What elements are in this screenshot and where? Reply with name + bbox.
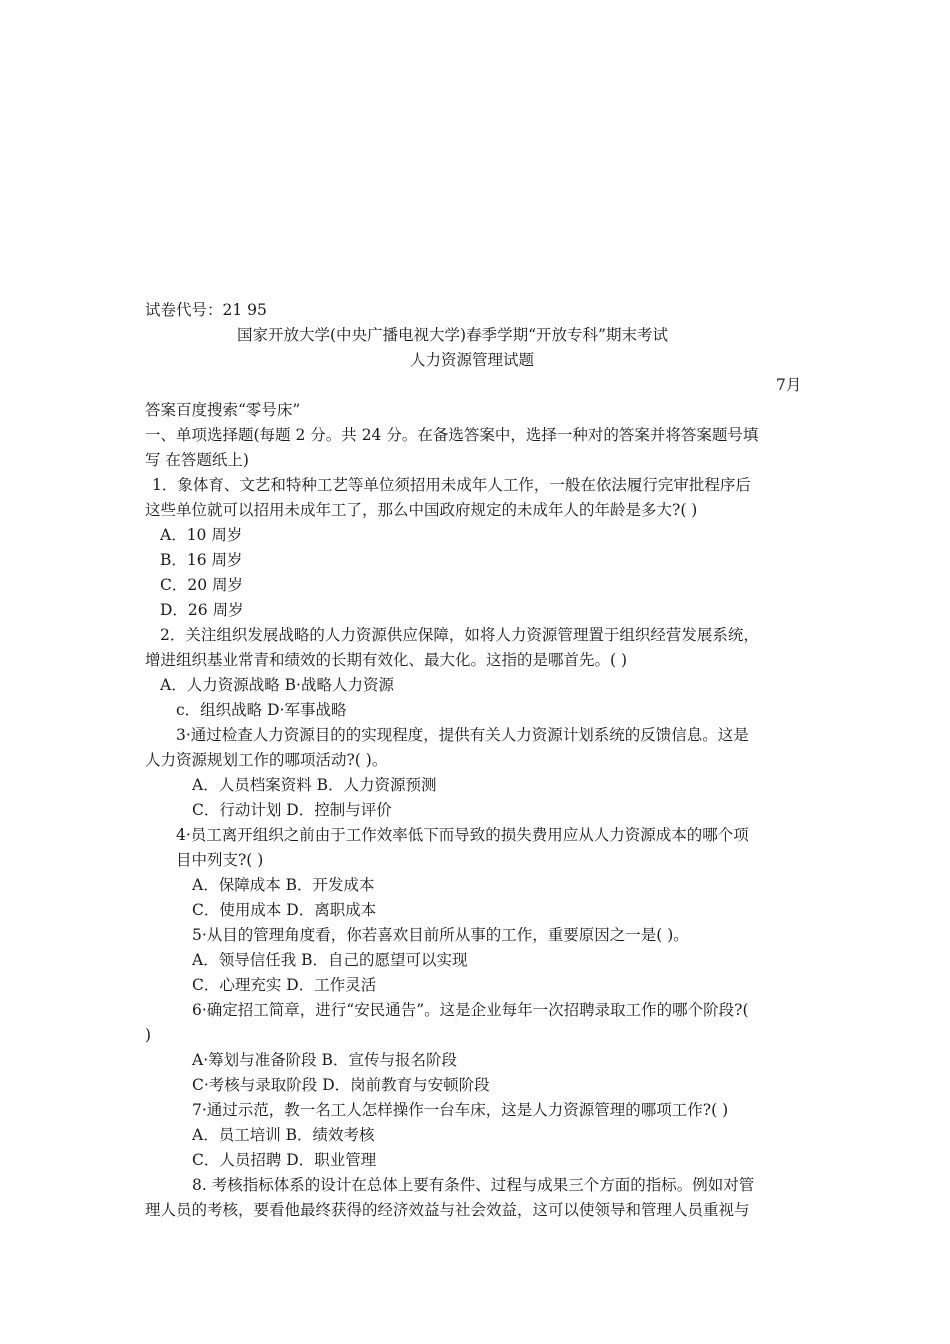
question-4-options-ab: A．保障成本 B．开发成本 [192,876,375,894]
question-6-options-cd: C·考核与录取阶段 D．岗前教育与安顿阶段 [192,1076,490,1094]
question-3-line2: 人力资源规划工作的哪项活动?( )。 [145,751,388,769]
question-2-line2: 增进组织基业常青和绩效的长期有效化、最大化。这指的是哪首先。( ) [145,651,628,669]
question-5-options-ab: A．领导信任我 B．自己的愿望可以实现 [192,951,468,969]
question-4-line2: 目中列支?( ) [176,851,264,869]
question-2-options-ab: A．人力资源战略 B·战略人力资源 [160,676,394,694]
question-8-line2: 理人员的考核，要看他最终获得的经济效益与社会效益，这可以使领导和管理人员重视与 [145,1201,750,1219]
section-heading-line1: 一、单项选择题(每题 2 分。共 24 分。在备选答案中，选择一种对的答案并将答案题号填 [145,426,759,444]
exam-month: 7月 [776,376,802,394]
question-3-line1: 3·通过检查人力资源目的的实现程度，提供有关人力资源计划系统的反馈信息。这是 [176,726,749,744]
answer-hint: 答案百度搜索“零号床” [145,401,301,419]
question-7-options-cd: C．人员招聘 D．职业管理 [192,1151,377,1169]
question-4-options-cd: C．使用成本 D．离职成本 [192,901,377,919]
question-1-option-d: D．26 周岁 [160,601,244,619]
question-1-line1: 1．象体育、文艺和特种工艺等单位须招用未成年人工作，一般在依法履行完审批程序后 [152,476,751,494]
question-5-options-cd: C．心理充实 D．工作灵活 [192,976,377,994]
university-line: 国家开放大学(中央广播电视大学)春季学期“开放专科”期末考试 [237,326,668,344]
section-heading-line2: 写 在答题纸上) [145,451,249,469]
question-4-line1: 4·员工离开组织之前由于工作效率低下而导致的损失费用应从人力资源成本的哪个项 [176,826,749,844]
question-1-option-a: A．10 周岁 [160,526,243,544]
question-7-options-ab: A．员工培训 B．绩效考核 [192,1126,375,1144]
exam-title: 人力资源管理试题 [410,351,535,369]
paper-code: 试卷代号：21 95 [145,301,267,319]
question-1-line2: 这些单位就可以招用未成年工了，那么中国政府规定的未成年人的年龄是多大?( ) [145,501,698,519]
question-6-line2: ) [145,1026,152,1044]
question-2-options-cd: c．组织战略 D·军事战略 [176,701,347,719]
question-5-line1: 5·从目的管理角度看，你若喜欢目前所从事的工作，重要原因之一是( )。 [192,926,689,944]
question-6-line1: 6·确定招工简章，进行“安民通告”。这是企业每年一次招聘录取工作的哪个阶段?( [192,1001,749,1019]
question-2-line1: 2．关注组织发展战略的人力资源供应保障，如将人力资源管理置于组织经营发展系统， [160,626,759,644]
question-1-option-b: B．16 周岁 [160,551,243,569]
question-3-options-ab: A．人员档案资料 B．人力资源预测 [192,776,437,794]
question-7-line1: 7·通过示范，教一名工人怎样操作一台车床，这是人力资源管理的哪项工作?( ) [192,1101,729,1119]
question-3-options-cd: C．行动计划 D．控制与评价 [192,801,392,819]
question-6-options-ab: A·筹划与准备阶段 B．宣传与报名阶段 [192,1051,457,1069]
question-1-option-c: C．20 周岁 [160,576,244,594]
question-8-line1: 8. 考核指标体系的设计在总体上要有条件、过程与成果三个方面的指标。例如对管 [192,1176,755,1194]
